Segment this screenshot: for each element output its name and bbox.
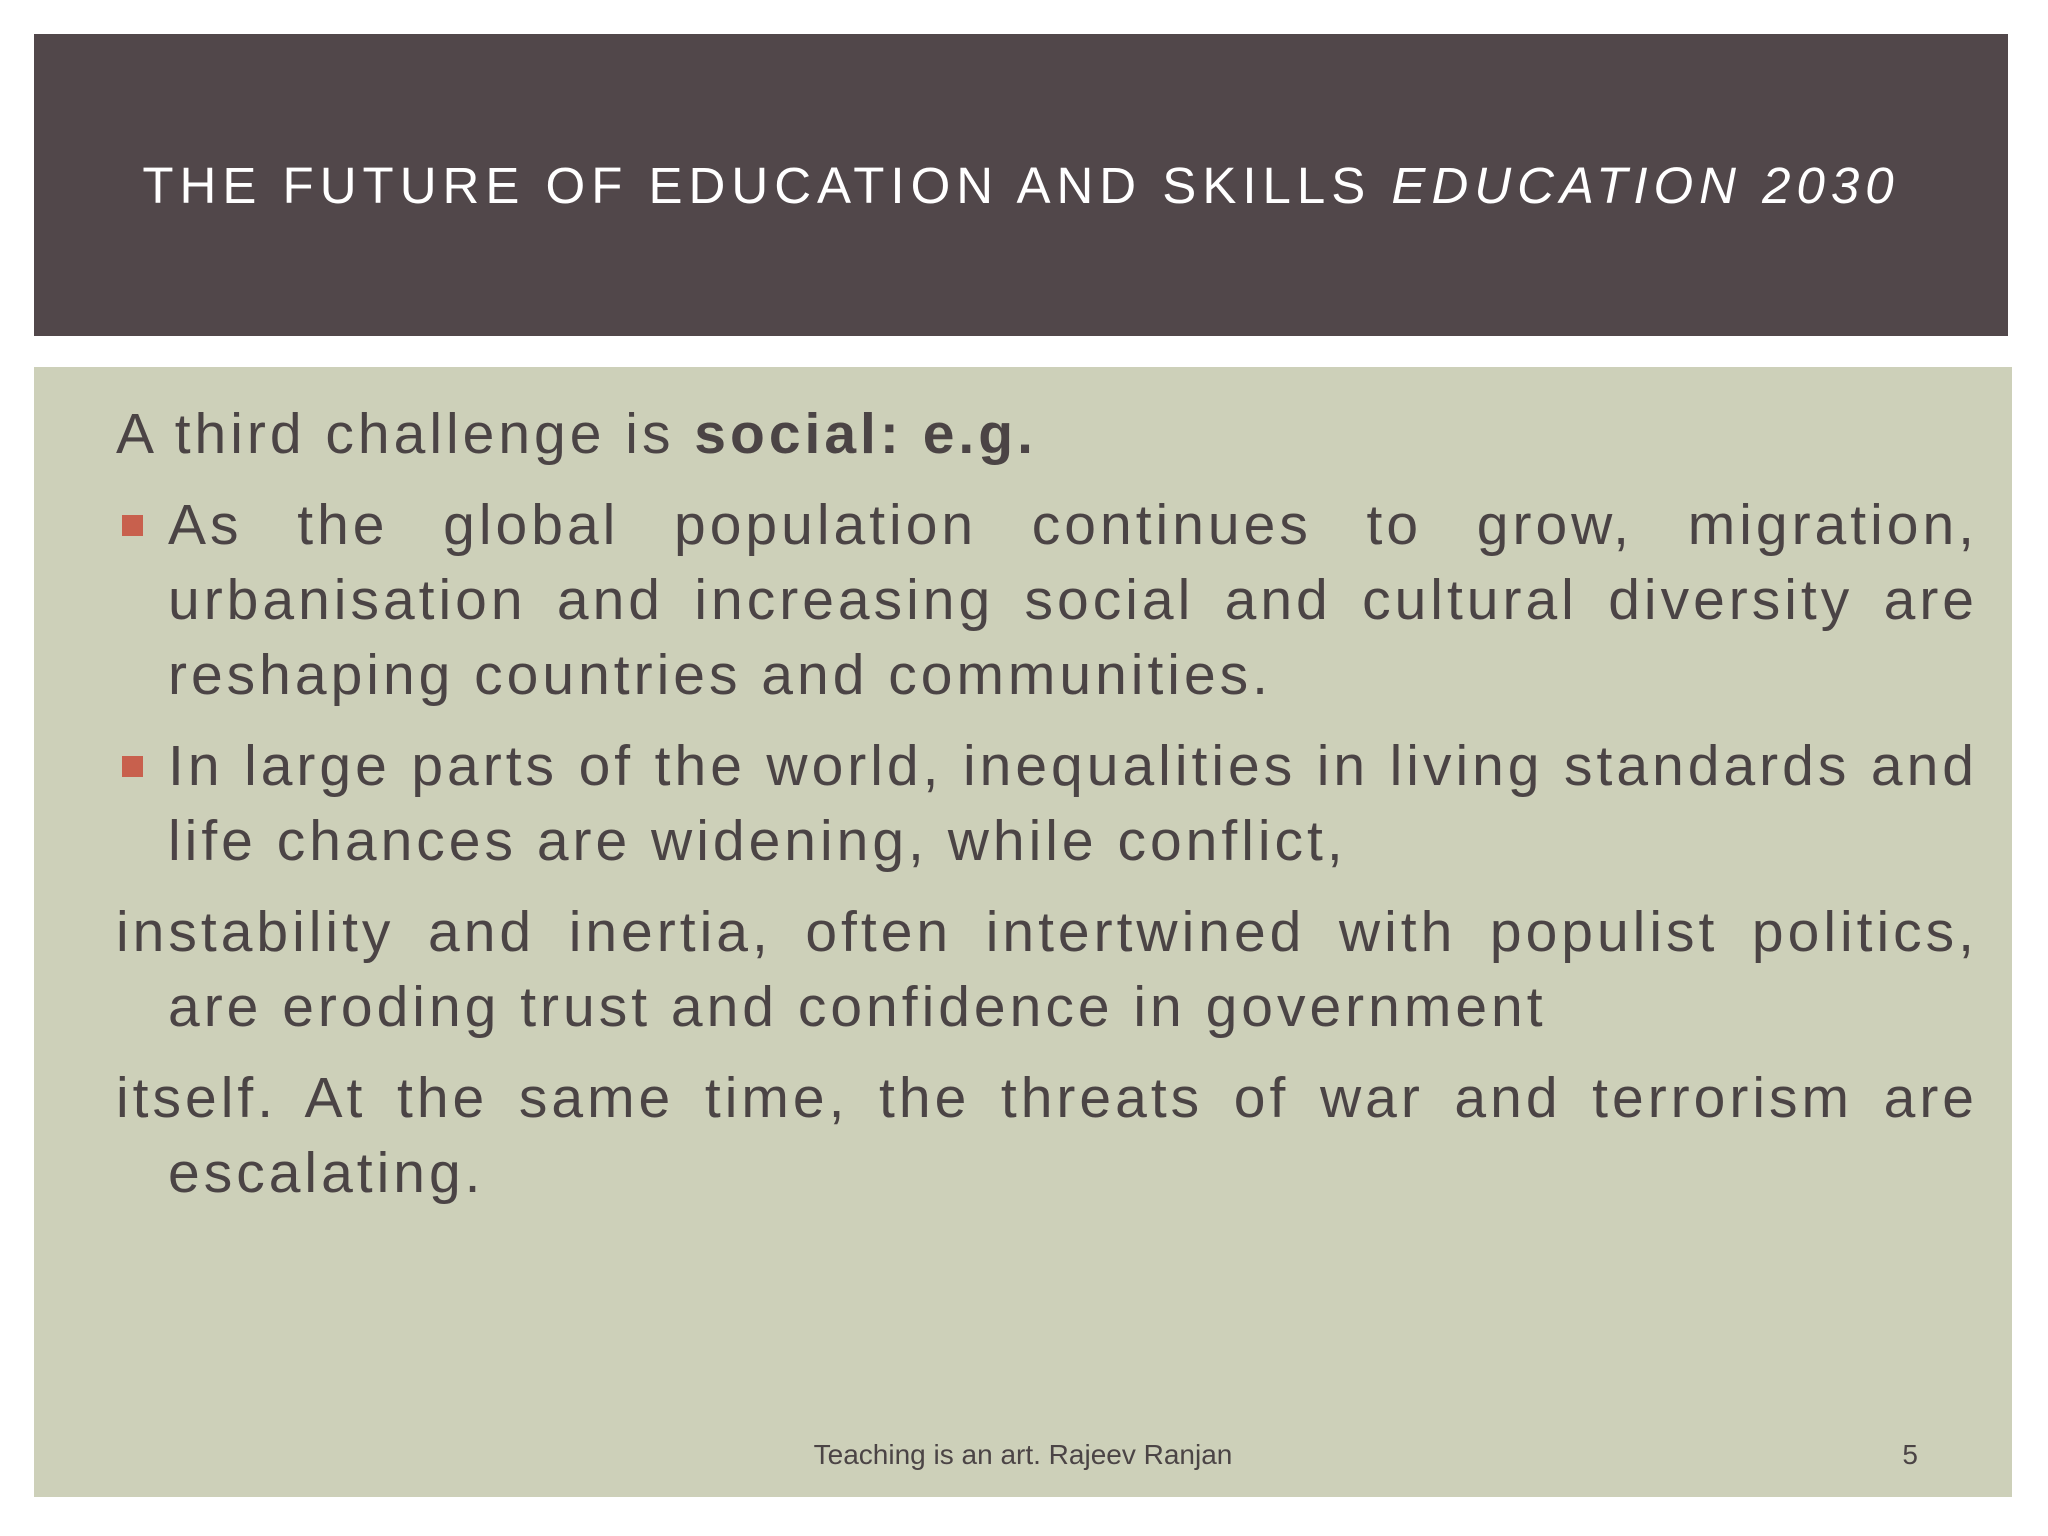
bullet-item xyxy=(116,729,1978,879)
slide-title xyxy=(142,156,1899,215)
square-bullet-icon xyxy=(122,756,143,777)
lead-text: A third challenge is xyxy=(116,402,695,466)
body-paragraph: instability and inertia, often intertwined with populist politics, are eroding trust and confidence in government xyxy=(116,900,1978,1039)
slide-title-italic: EDUCATION 2030 xyxy=(1391,156,1900,214)
square-bullet-icon xyxy=(122,515,143,536)
bullet-text: As the global population continues to grow, migration, urbanisation and increasing social and cultural diversity are reshaping countries and communities. xyxy=(168,493,1978,707)
slide-title-main: THE FUTURE OF EDUCATION AND SKILLS xyxy=(142,156,1392,214)
page-number: 5 xyxy=(1902,1439,1918,1470)
lead-paragraph xyxy=(116,397,1978,472)
title-bar xyxy=(34,34,2008,336)
footer-text: Teaching is an art. Rajeev Ranjan xyxy=(813,1439,1233,1470)
body-text xyxy=(116,397,1978,1227)
body-paragraph: itself. At the same time, the threats of war and terrorism are escalating. xyxy=(116,1066,1978,1205)
lead-bold-text: social: e.g. xyxy=(694,402,1037,466)
bullet-item xyxy=(116,488,1978,713)
content-panel xyxy=(34,367,2012,1497)
bullet-text: In large parts of the world, inequalities in living standards and life chances are widening, while conflict, xyxy=(168,734,1978,873)
